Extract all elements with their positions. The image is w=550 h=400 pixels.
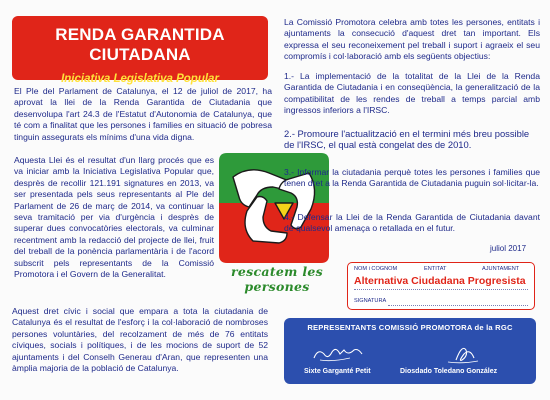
representatives-box xyxy=(284,318,536,384)
left-closing-text: Aquest dret cívic i social que empara a tota la ciutadania de Catalunya és el resultat de l'esforç i la col·laboració de nombroses persones voluntàries, del recolzament de més de 76 entitats cíviques, socials i polítiques, i de les mocions de suport de 52 ajuntaments i del Conselh Generau d'Aran, que representen una àmplia majoria de la població de Catalunya. xyxy=(12,306,268,374)
left-intro-text: El Ple del Parlament de Catalunya, el 12 de juliol de 2017, ha aprovat la llei de la Renda Garantida de Ciutadania que desenvolupa l'art 24.3 de l'Estatut d'Autonomia de Catalunya, que té com a finalitat que les persones i families en situació de pobresa tinguin assegurats els mínims d'una vida digna. xyxy=(14,86,272,142)
objective-item xyxy=(284,71,540,117)
logo-slogan: rescatem les persones xyxy=(231,264,323,294)
header-banner xyxy=(12,16,268,85)
right-intro-paragraph xyxy=(284,17,540,63)
objective-item xyxy=(284,212,540,235)
right-intro-text: La Comissió Promotora celebra amb totes les persones, entitats i ajuntaments la consecució d'aquest dret tan important. Els expressa el seu reconeixement pel treball i suport i agraeix el seu compromís i col·laboració amb els següents objectius: xyxy=(284,17,540,62)
left-intro-paragraph xyxy=(14,86,272,143)
signature-form xyxy=(347,262,535,310)
objective-text: 4.- Defensar la Llei de la Renda Garantida de Ciutadania davant de qualsevol amenaça o retallada en el futur. xyxy=(284,212,540,234)
signature-label: SIGNATURA xyxy=(354,298,387,304)
header-subtitle: Iniciativa Legislativa Popular xyxy=(61,73,219,85)
objective-item xyxy=(284,128,540,151)
objective-text: 3.- Informar la ciutadania perquè totes les persones i families que tenen dret a la Renda Garantida de Ciutadania puguin sol·licitar-la. xyxy=(284,167,540,189)
council-label: AJUNTAMENT xyxy=(482,266,520,272)
left-history-paragraph xyxy=(14,155,214,280)
publication-date: juliol 2017 xyxy=(490,244,527,253)
objective-item xyxy=(284,167,540,190)
representative-name: Diosdado Toledano González xyxy=(400,368,498,375)
form-entity-value[interactable]: Alternativa Ciudadana Progresista xyxy=(354,275,526,287)
left-closing-paragraph xyxy=(12,306,268,374)
signature-sixte-icon xyxy=(310,340,370,366)
objective-text: 2.- Promoure l'actualització en el termini més breu possible de l'IRSC, el qual està congelat des de 2010. xyxy=(284,128,530,151)
representative-name: Sixte Garganté Petit xyxy=(304,368,371,375)
objective-text: 1.- La implementació de la totalitat de la Llei de la Renda Garantida de Ciutadania i en conseqüència, la generalització de la compatibilitat de les rendes de treball a temps parcial amb ingressos inferiors a l'IRSC. xyxy=(284,71,540,116)
signature-diosdado-icon xyxy=(432,340,492,366)
left-history-text: Aquesta Llei és el resultat d'un llarg procés que es va iniciar amb la Iniciativa Legislativa Popular que, desprès de recollir 121.191 signatures en 2013, va ser presentada pels seus representants al Ple del Parlament de 26 de març de 2014, va continuar la seva tramitació per via d'urgència i desprès de superar dues convocatòries electorals, va culminar recentment amb la redacció del projecte de llei, fruit del treball de la ponència parlamentària i de l'acord subscrit pels representants de la Comissió Promotora i el Govern de la Generalitat. xyxy=(14,155,214,280)
entity-label: ENTITAT xyxy=(424,266,447,272)
signature-line[interactable] xyxy=(388,305,528,306)
name-label: NOM i COGNOM xyxy=(354,266,398,272)
form-divider xyxy=(354,289,528,290)
header-title: RENDA GARANTIDA CIUTADANA xyxy=(55,25,225,64)
representatives-title: REPRESENTANTS COMISSIÓ PROMOTORA de la RGC xyxy=(307,323,513,332)
